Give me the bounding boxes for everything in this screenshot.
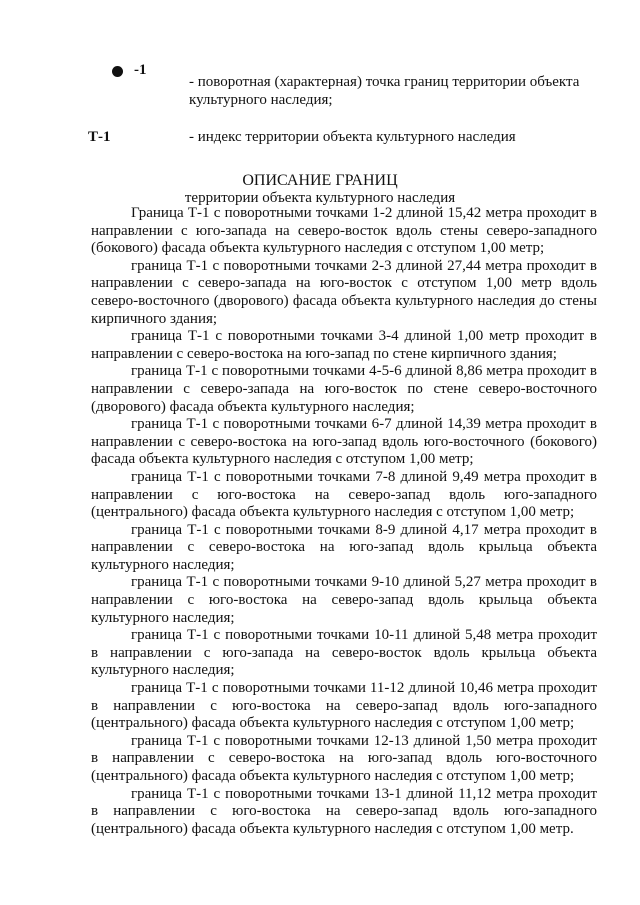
boundary-paragraph: граница Т-1 с поворотными точками 13-1 длиной 11,12 метра проходит в направлении с юго-востока на северо-запад вдоль юго-западного (центрального) фасада объекта культурного наследия с отступом 1,00 метр. xyxy=(91,785,597,837)
boundary-paragraph: граница Т-1 с поворотными точками 10-11 длиной 5,48 метра проходит в направлении с юго-запада на северо-восток вдоль крыльца объекта культурного наследия; xyxy=(91,627,597,679)
boundary-paragraph: граница Т-1 с поворотными точками 11-12 длиной 10,46 метра проходит в направлении с юго-востока на северо-запад вдоль юго-западного (центрального) фасада объекта культурного наследия с отступом 1,00 метр; xyxy=(91,680,597,732)
section-title: ОПИСАНИЕ ГРАНИЦ xyxy=(242,172,398,189)
turning-point-description: - поворотная (характерная) точка границ территории объекта культурного наследия; xyxy=(189,74,580,108)
turning-point-bullet-icon xyxy=(112,66,123,77)
boundary-description xyxy=(91,205,597,838)
boundary-paragraph: граница Т-1 с поворотными точками 6-7 длиной 14,39 метра проходит в направлении с северо-востока на юго-запад вдоль юго-восточного (бокового) фасада объекта культурного наследия с отступом 1,00 метр; xyxy=(91,416,597,468)
turning-point-symbol-label: -1 xyxy=(134,62,147,78)
boundary-paragraph: граница Т-1 с поворотными точками 4-5-6 длиной 8,86 метра проходит в направлении с северо-запада на юго-восток по стене северо-восточного (дворового) фасада объекта культурного наследия; xyxy=(91,363,597,415)
territory-index-label: Т-1 xyxy=(88,129,111,145)
boundary-paragraph: граница Т-1 с поворотными точками 7-8 длиной 9,49 метра проходит в направлении с юго-востока на северо-запад вдоль юго-западного (центрального) фасада объекта культурного наследия с отступом 1,00 метр; xyxy=(91,468,597,521)
boundary-paragraph: граница Т-1 с поворотными точками 2-3 длиной 27,44 метра проходит в направлении с северо-запада на юго-восток с отступом 1,00 метр вдоль северо-восточного (дворового) фасада объекта культурного наследия до стены кирпичного здания; xyxy=(91,257,597,327)
boundary-paragraph: Граница Т-1 с поворотными точками 1-2 длиной 15,42 метра проходит в направлении с юго-запада на северо-восток вдоль стены северо-западного (бокового) фасада объекта культурного наследия с отступом 1,00 метр; xyxy=(91,205,597,257)
section-subtitle: территории объекта культурного наследия xyxy=(184,190,456,206)
boundary-paragraph: граница Т-1 с поворотными точками 8-9 длиной 4,17 метра проходит в направлении с северо-востока на юго-запад вдоль крыльца объекта культурного наследия; xyxy=(91,521,597,573)
territory-index-description: - индекс территории объекта культурного наследия xyxy=(189,129,516,145)
boundary-paragraph: граница Т-1 с поворотными точками 3-4 длиной 1,00 метр проходит в направлении с северо-востока на юго-запад по стене кирпичного здания; xyxy=(91,328,597,362)
boundary-paragraph: граница Т-1 с поворотными точками 9-10 длиной 5,27 метра проходит в направлении с юго-востока на северо-запад вдоль крыльца объекта культурного наследия; xyxy=(91,574,597,626)
boundary-paragraph: граница Т-1 с поворотными точками 12-13 длиной 1,50 метра проходит в направлении с северо-востока на юго-запад вдоль юго-восточного (центрального) фасада объекта культурного наследия с отступом 1,00 метр; xyxy=(91,732,597,784)
